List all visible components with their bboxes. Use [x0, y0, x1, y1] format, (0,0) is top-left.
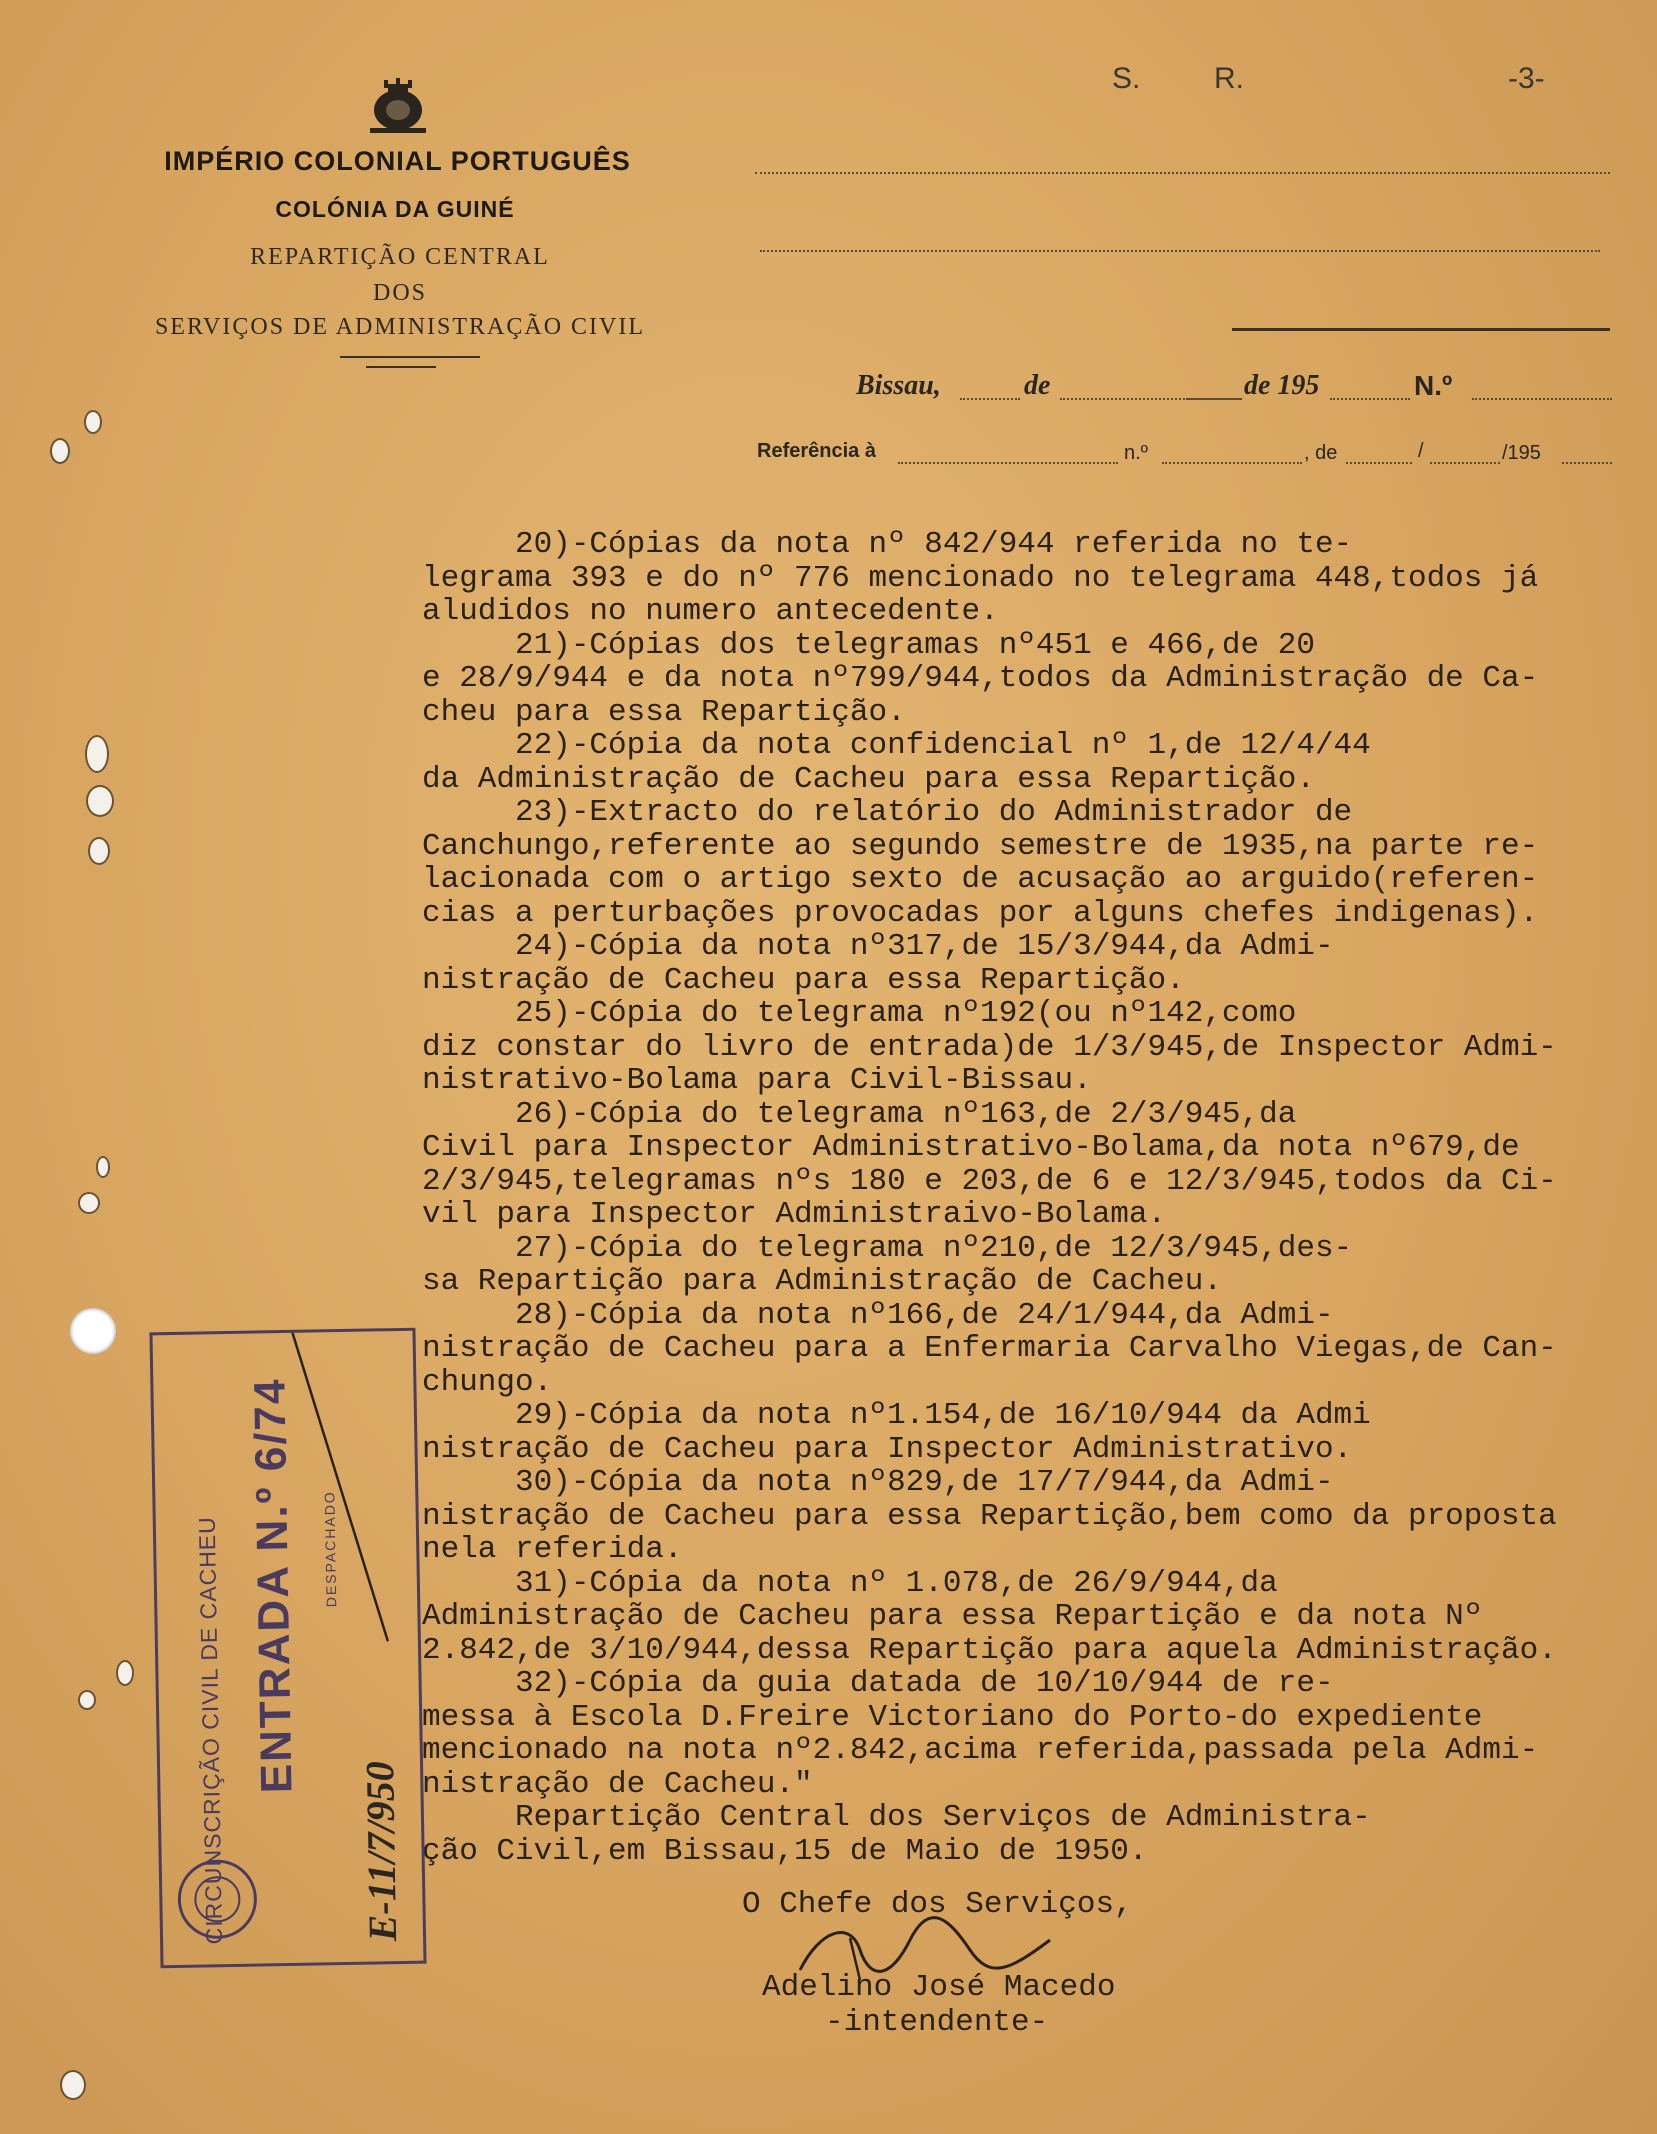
year-label: de 195 — [1244, 370, 1320, 401]
header-underline — [340, 356, 480, 358]
ref-year-label: /195 — [1502, 442, 1541, 464]
body-line: nistração de Cacheu." — [422, 1766, 813, 1802]
number-field — [1472, 398, 1612, 400]
body-line: nistração de Cacheu para Inspector Administrativo. — [422, 1431, 1353, 1467]
header-colony: COLÓNIA DA GUINÉ — [275, 196, 515, 222]
body-line: Administração de Cacheu para essa Repartição e da nota Nº — [422, 1599, 1483, 1634]
referencia-label: Referência à — [757, 440, 876, 462]
body-line: 25)-Cópia do telegrama nº192(ou nº142,como — [422, 996, 1297, 1031]
binder-hole — [96, 1156, 110, 1178]
stamp-strike-icon — [282, 1321, 398, 1653]
header-underline — [366, 366, 436, 368]
body-line: vil para Inspector Administraivo-Bolama. — [422, 1197, 1167, 1232]
body-line: cias a perturbações provocadas por alguns chefes indigenas). — [422, 895, 1539, 931]
stamp-seal-icon — [171, 1843, 263, 1955]
de-label: de — [1024, 370, 1051, 401]
body-line: messa à Escola D.Freire Victoriano do Porto-do expediente — [422, 1699, 1483, 1735]
body-line: Civil para Inspector Administrativo-Bolama,da nota nº679,de — [422, 1130, 1520, 1165]
number-label: N.º — [1414, 370, 1453, 401]
year-field — [1330, 398, 1410, 400]
body-line: nistração de Cacheu para essa Repartição. — [422, 962, 1185, 998]
body-line: diz constar do livro de entrada)de 1/3/945,de Inspector Admi- — [422, 1029, 1557, 1065]
punch-hole — [70, 1308, 116, 1354]
signatory-role: -intendente- — [825, 2005, 1049, 2040]
signatory-title: O Chefe dos Serviços, — [742, 1887, 1133, 1922]
body-line: chungo. — [422, 1364, 553, 1400]
binder-hole — [50, 438, 70, 464]
stamp-date: E-11/7/950 — [356, 1760, 406, 1942]
body-line: 27)-Cópia do telegrama nº210,de 12/3/945,des- — [422, 1230, 1353, 1266]
ref-month-field — [1430, 462, 1500, 464]
stamp-circunscricao: CIRCUNSCRIÇÃO CIVIL DE CACHEU — [193, 1516, 228, 1945]
stamp-despachado: DESPACHADO — [321, 1490, 340, 1608]
sr-code-s: S. — [1112, 62, 1141, 95]
coat-of-arms-icon — [358, 78, 438, 136]
address-line — [755, 172, 1610, 174]
body-line: 2/3/945,telegramas nºs 180 e 203,de 6 e 12/3/945,todos da Ci- — [422, 1163, 1557, 1199]
body-line: sa Repartição para Administração de Cacheu. — [422, 1264, 1222, 1299]
month-field — [1186, 398, 1242, 400]
body-line: e 28/9/944 e da nota nº799/944,todos da Administração de Ca- — [422, 661, 1539, 696]
body-line: legrama 393 e do nº 776 mencionado no telegrama 448,todos já — [422, 560, 1539, 596]
body-line: nistrativo-Bolama para Civil-Bissau. — [422, 1063, 1092, 1098]
body-line: da Administração de Cacheu para essa Repartição. — [422, 761, 1315, 797]
ref-day-field — [1346, 462, 1412, 464]
day-field — [960, 398, 1020, 400]
binder-hole — [60, 2070, 86, 2100]
entry-stamp — [149, 1328, 426, 1969]
body-line: 30)-Cópia da nota nº829,de 17/7/944,da Admi- — [422, 1465, 1334, 1500]
binder-hole — [86, 785, 114, 817]
body-line: 32)-Cópia da guia datada de 10/10/944 de re- — [422, 1666, 1334, 1701]
header-empire: IMPÉRIO COLONIAL PORTUGUÊS — [164, 146, 631, 176]
binder-hole — [85, 735, 109, 773]
body-line: lacionada com o artigo sexto de acusação ao arguido(referen- — [422, 862, 1539, 897]
body-line: 24)-Cópia da nota nº317,de 15/3/944,da Admi- — [422, 929, 1334, 964]
page-number: -3- — [1508, 62, 1545, 95]
ref-no-field — [1162, 462, 1302, 464]
body-line: Canchungo,referente ao segundo semestre de 1935,na parte re- — [422, 828, 1539, 864]
header-office: REPARTIÇÃO CENTRAL — [250, 244, 550, 270]
sr-code-r: R. — [1214, 62, 1244, 95]
body-line: ção Civil,em Bissau,15 de Maio de 1950. — [422, 1833, 1148, 1869]
binder-hole — [116, 1660, 134, 1686]
header-department: SERVIÇOS DE ADMINISTRAÇÃO CIVIL — [154, 314, 646, 340]
body-line: 20)-Cópias da nota nº 842/944 referida no te- — [422, 527, 1353, 562]
body-line: 31)-Cópia da nota nº 1.078,de 26/9/944,da — [422, 1565, 1278, 1601]
body-line: nistração de Cacheu para essa Repartição,bem como da proposta — [422, 1498, 1557, 1534]
binder-hole — [78, 1690, 96, 1710]
city-label: Bissau, — [856, 370, 941, 401]
body-line: 28)-Cópia da nota nº166,de 24/1/944,da Admi- — [422, 1297, 1334, 1333]
body-line: 29)-Cópia da nota nº1.154,de 16/10/944 da Admi — [422, 1398, 1371, 1433]
binder-hole — [78, 1192, 100, 1214]
body-line: nela referida. — [422, 1532, 683, 1567]
ref-year-field — [1562, 462, 1612, 464]
address-line — [760, 250, 1600, 252]
ref-de-label: , de — [1304, 442, 1338, 464]
binder-hole — [88, 837, 110, 865]
body-line: 2.842,de 3/10/944,dessa Repartição para aquela Administração. — [422, 1632, 1557, 1668]
body-line: 22)-Cópia da nota confidencial nº 1,de 12/4/44 — [422, 728, 1371, 763]
body-line: 23)-Extracto do relatório do Administrador de — [422, 795, 1353, 830]
body-line: aludidos no numero antecedente. — [422, 594, 999, 629]
ref-no-label: n.º — [1124, 442, 1148, 464]
body-line: nistração de Cacheu para a Enfermaria Carvalho Viegas,de Can- — [422, 1331, 1557, 1366]
binder-hole — [84, 410, 102, 434]
letter-body — [422, 528, 1652, 1868]
referencia-field — [898, 462, 1118, 464]
body-line: cheu para essa Repartição. — [422, 694, 906, 730]
signatory-name: Adelino José Macedo — [762, 1970, 1116, 2005]
body-line: Repartição Central dos Serviços de Administra- — [422, 1800, 1371, 1835]
ref-slash: / — [1418, 440, 1424, 462]
stamp-entrada: ENTRADA N.º 6/74 — [245, 1377, 302, 1794]
address-line — [1232, 328, 1610, 331]
body-line: mencionado na nota nº2.842,acima referida,passada pela Admi- — [422, 1733, 1539, 1768]
body-line: 26)-Cópia do telegrama nº163,de 2/3/945,da — [422, 1096, 1297, 1132]
body-line: 21)-Cópias dos telegramas nº451 e 466,de 20 — [422, 627, 1315, 663]
header-dos: DOS — [372, 280, 427, 306]
